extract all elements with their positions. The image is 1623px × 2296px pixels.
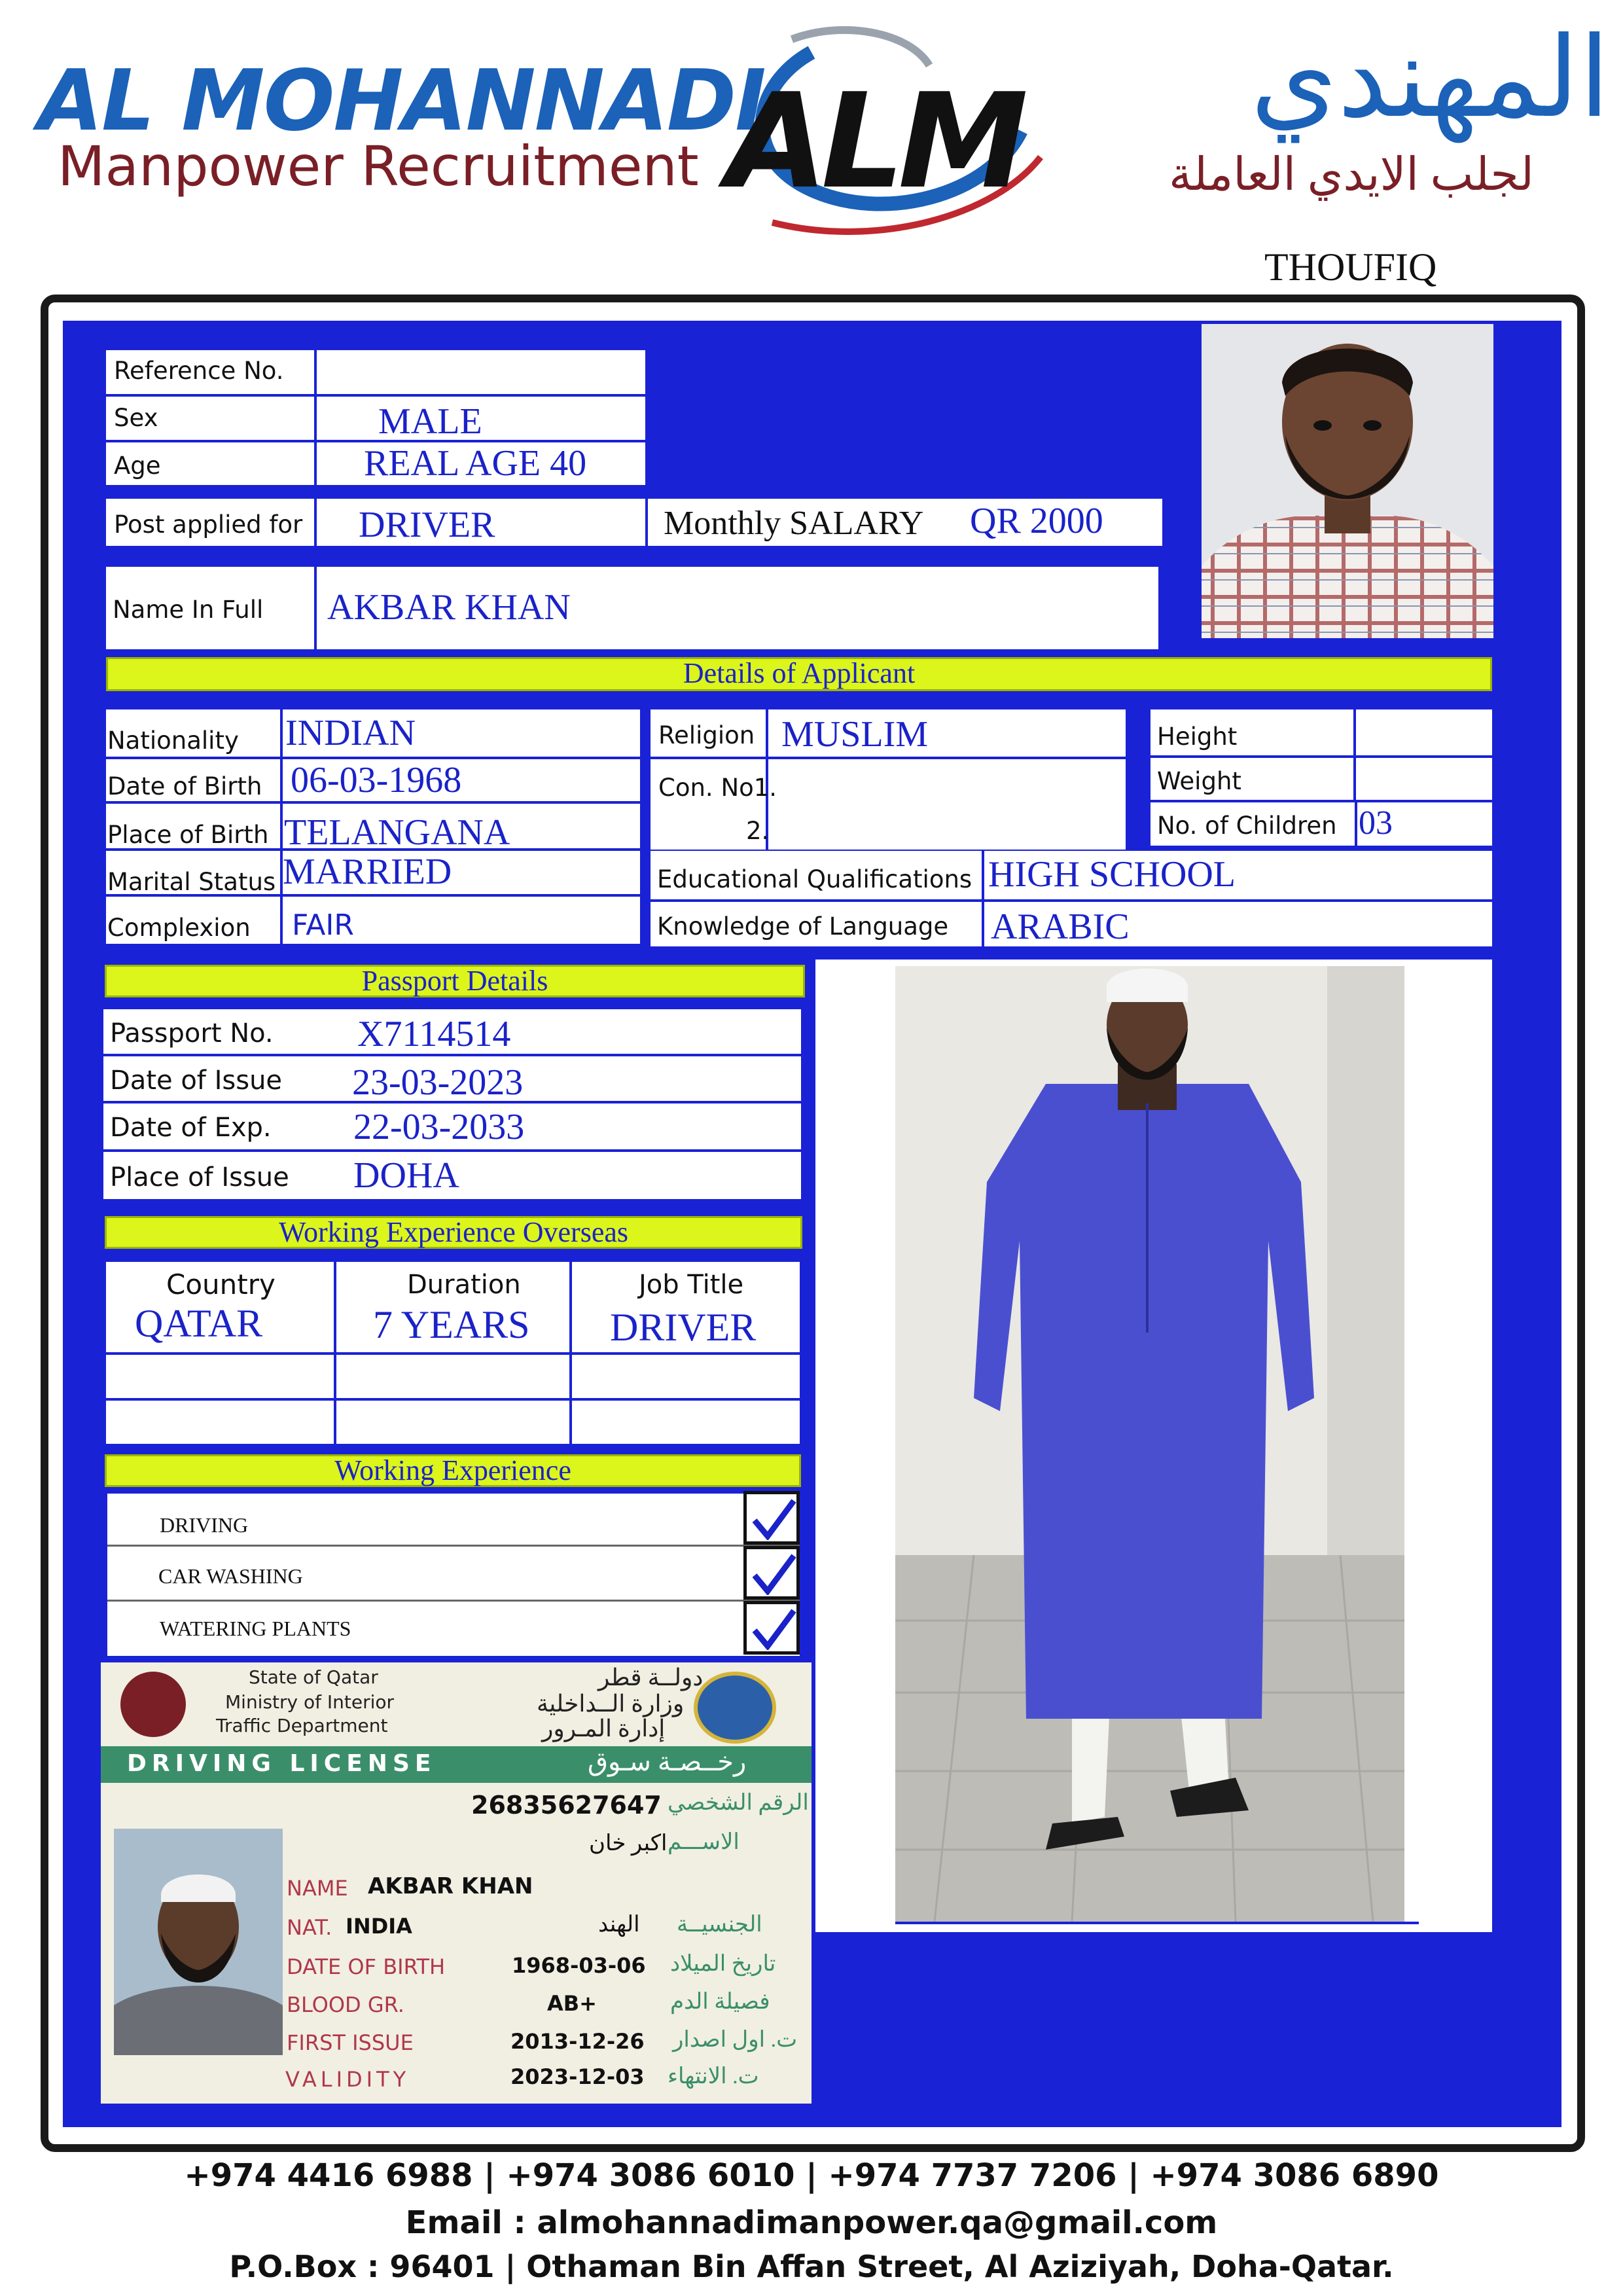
license-emblem-right bbox=[694, 1672, 776, 1744]
license-number-label-ar: الرقم الشخصي bbox=[668, 1791, 809, 1815]
overseas-header-job-title: Job Title bbox=[639, 1270, 744, 1300]
reference-no-label: Reference No. bbox=[114, 357, 284, 385]
full-name-label: Name In Full bbox=[113, 596, 264, 624]
license-name-label: NAME bbox=[287, 1876, 348, 1901]
check-watering-plants bbox=[743, 1601, 800, 1655]
sex-value: MALE bbox=[378, 401, 482, 442]
license-validity-label-ar: ت. الانتهاء bbox=[668, 2064, 759, 2089]
footer-address: P.O.Box : 96401 | Othaman Bin Affan Street, Al Aziziyah, Doha-Qatar. bbox=[229, 2249, 1394, 2284]
full-name-row bbox=[106, 567, 1158, 649]
check-car-washing bbox=[743, 1546, 800, 1600]
place-of-birth-value: TELANGANA bbox=[284, 812, 510, 853]
experience-item-driving: DRIVING bbox=[160, 1513, 249, 1537]
applicant-full-photo bbox=[895, 966, 1404, 1922]
language-label: Knowledge of Language bbox=[657, 912, 949, 941]
height-label: Height bbox=[1157, 723, 1238, 751]
license-validity-label: VALIDITY bbox=[285, 2067, 410, 2092]
salary-label: Monthly SALARY bbox=[664, 505, 924, 542]
overseas-job-title: DRIVER bbox=[610, 1306, 757, 1349]
education-label: Educational Qualifications bbox=[657, 865, 972, 893]
post-label: Post applied for bbox=[114, 511, 303, 539]
license-nat-label: NAT. bbox=[287, 1915, 332, 1940]
license-department: Traffic Department bbox=[216, 1715, 388, 1736]
passport-no-label: Passport No. bbox=[110, 1018, 274, 1049]
license-first-issue: 2013-12-26 bbox=[510, 2029, 645, 2054]
education-value: HIGH SCHOOL bbox=[988, 854, 1236, 895]
license-blood-label-ar: فصيلة الدم bbox=[670, 1990, 770, 2014]
license-emblem-left bbox=[120, 1672, 186, 1737]
salary-value: QR 2000 bbox=[970, 501, 1103, 541]
applicant-portrait bbox=[1202, 324, 1493, 638]
place-of-birth-label: Place of Birth bbox=[107, 821, 269, 849]
contact-no2-label: 2. bbox=[746, 817, 770, 845]
contact-no1-label: Con. No1. bbox=[658, 774, 777, 802]
overseas-country: QATAR bbox=[135, 1302, 263, 1345]
brand-name-en: AL MOHANNADI bbox=[38, 52, 765, 150]
nationality-label: Nationality bbox=[107, 726, 239, 755]
age-label: Age bbox=[114, 452, 161, 480]
nationality-value: INDIAN bbox=[285, 713, 416, 753]
overseas-header-duration: Duration bbox=[407, 1270, 521, 1300]
brand-tagline-ar: لجلب الايدي العاملة bbox=[1169, 150, 1534, 200]
children-label: No. of Children bbox=[1157, 812, 1337, 840]
license-name-ar: اكبر خان bbox=[589, 1831, 668, 1856]
experience-item-watering-plants: WATERING PLANTS bbox=[160, 1617, 351, 1640]
language-value: ARABIC bbox=[991, 906, 1130, 947]
license-dob: 1968-03-06 bbox=[512, 1953, 646, 1978]
license-name: AKBAR KHAN bbox=[368, 1873, 533, 1899]
checkmark-icon bbox=[751, 1498, 796, 1540]
check-driving bbox=[743, 1491, 800, 1545]
license-ministry: Ministry of Interior bbox=[225, 1691, 395, 1713]
license-photo bbox=[114, 1829, 283, 2055]
religion-label: Religion bbox=[658, 721, 755, 749]
license-state-ar: دولــة قطر bbox=[598, 1664, 704, 1691]
overseas-experience-header: Working Experience Overseas bbox=[105, 1216, 802, 1249]
passport-place-label: Place of Issue bbox=[110, 1162, 289, 1193]
dob-label: Date of Birth bbox=[107, 772, 262, 800]
brand-tagline-en: Manpower Recruitment bbox=[58, 134, 699, 198]
checkmark-icon bbox=[751, 1553, 796, 1595]
license-nat: INDIA bbox=[346, 1914, 412, 1939]
passport-exp-label: Date of Exp. bbox=[110, 1113, 272, 1143]
driving-license-card bbox=[101, 1662, 812, 2104]
footer-phones: +974 4416 6988 | +974 3086 6010 | +974 7737 7206 | +974 3086 6890 bbox=[184, 2157, 1439, 2194]
footer-email: Email : almohannadimanpower.qa@gmail.com bbox=[405, 2204, 1218, 2241]
license-first-issue-label: FIRST ISSUE bbox=[287, 2030, 414, 2055]
sex-label: Sex bbox=[114, 404, 158, 432]
license-nat-label-ar: الجنسيــة bbox=[677, 1912, 762, 1937]
license-number: 26835627647 bbox=[471, 1791, 662, 1820]
license-department-ar: إدارة المـرور bbox=[542, 1715, 666, 1742]
license-photo-icon bbox=[114, 1829, 283, 2055]
children-value: 03 bbox=[1359, 804, 1393, 842]
header bbox=[0, 0, 1623, 288]
license-first-issue-label-ar: ت. اول اصدار bbox=[673, 2028, 798, 2052]
full-body-photo-icon bbox=[895, 966, 1404, 1922]
agent-name: THOUFIQ bbox=[1264, 245, 1437, 289]
passport-details-header: Passport Details bbox=[105, 965, 805, 997]
alm-logo bbox=[713, 26, 1067, 242]
license-nat-ar: الهند bbox=[598, 1912, 640, 1937]
post-value: DRIVER bbox=[359, 505, 495, 545]
weight-label: Weight bbox=[1157, 767, 1241, 795]
license-blood-label: BLOOD GR. bbox=[287, 1992, 404, 2017]
marital-status-value: MARRIED bbox=[283, 852, 452, 892]
passport-place-value: DOHA bbox=[353, 1155, 459, 1196]
photo-baseline bbox=[895, 1922, 1419, 1924]
experience-item-car-washing: CAR WASHING bbox=[158, 1564, 303, 1588]
overseas-header-country: Country bbox=[166, 1268, 276, 1300]
brand-name-ar: المهندي bbox=[1250, 17, 1610, 140]
passport-issue-label: Date of Issue bbox=[110, 1066, 283, 1096]
license-dob-label: DATE OF BIRTH bbox=[287, 1954, 446, 1979]
age-value: REAL AGE 40 bbox=[364, 443, 587, 484]
license-ministry-ar: وزارة الــداخلية bbox=[537, 1691, 685, 1717]
license-dob-label-ar: تاريخ الميلاد bbox=[670, 1952, 776, 1976]
license-name-label-ar: الاســـم bbox=[668, 1830, 740, 1854]
complexion-label: Complexion bbox=[107, 914, 251, 942]
passport-no-value: X7114514 bbox=[357, 1014, 511, 1054]
license-blood: AB+ bbox=[547, 1991, 597, 2016]
overseas-duration: 7 YEARS bbox=[373, 1303, 530, 1346]
alm-letters: ALM bbox=[726, 65, 1022, 218]
complexion-value: FAIR bbox=[292, 908, 354, 942]
religion-value: MUSLIM bbox=[781, 714, 929, 755]
marital-status-label: Marital Status bbox=[107, 868, 276, 896]
passport-exp-value: 22-03-2033 bbox=[353, 1107, 525, 1147]
full-name-value: AKBAR KHAN bbox=[327, 587, 571, 628]
working-experience-header: Working Experience bbox=[105, 1454, 801, 1487]
license-title-ar: رخــصـة سـوق bbox=[588, 1747, 747, 1776]
passport-issue-value: 23-03-2023 bbox=[352, 1062, 524, 1103]
checkmark-icon bbox=[751, 1608, 796, 1650]
license-state: State of Qatar bbox=[249, 1666, 378, 1688]
license-title: DRIVING LICENSE bbox=[127, 1750, 437, 1777]
dob-value: 06-03-1968 bbox=[291, 760, 462, 800]
portrait-photo-icon bbox=[1202, 324, 1493, 638]
details-of-applicant-header: Details of Applicant bbox=[106, 657, 1492, 691]
license-validity: 2023-12-03 bbox=[510, 2064, 645, 2089]
